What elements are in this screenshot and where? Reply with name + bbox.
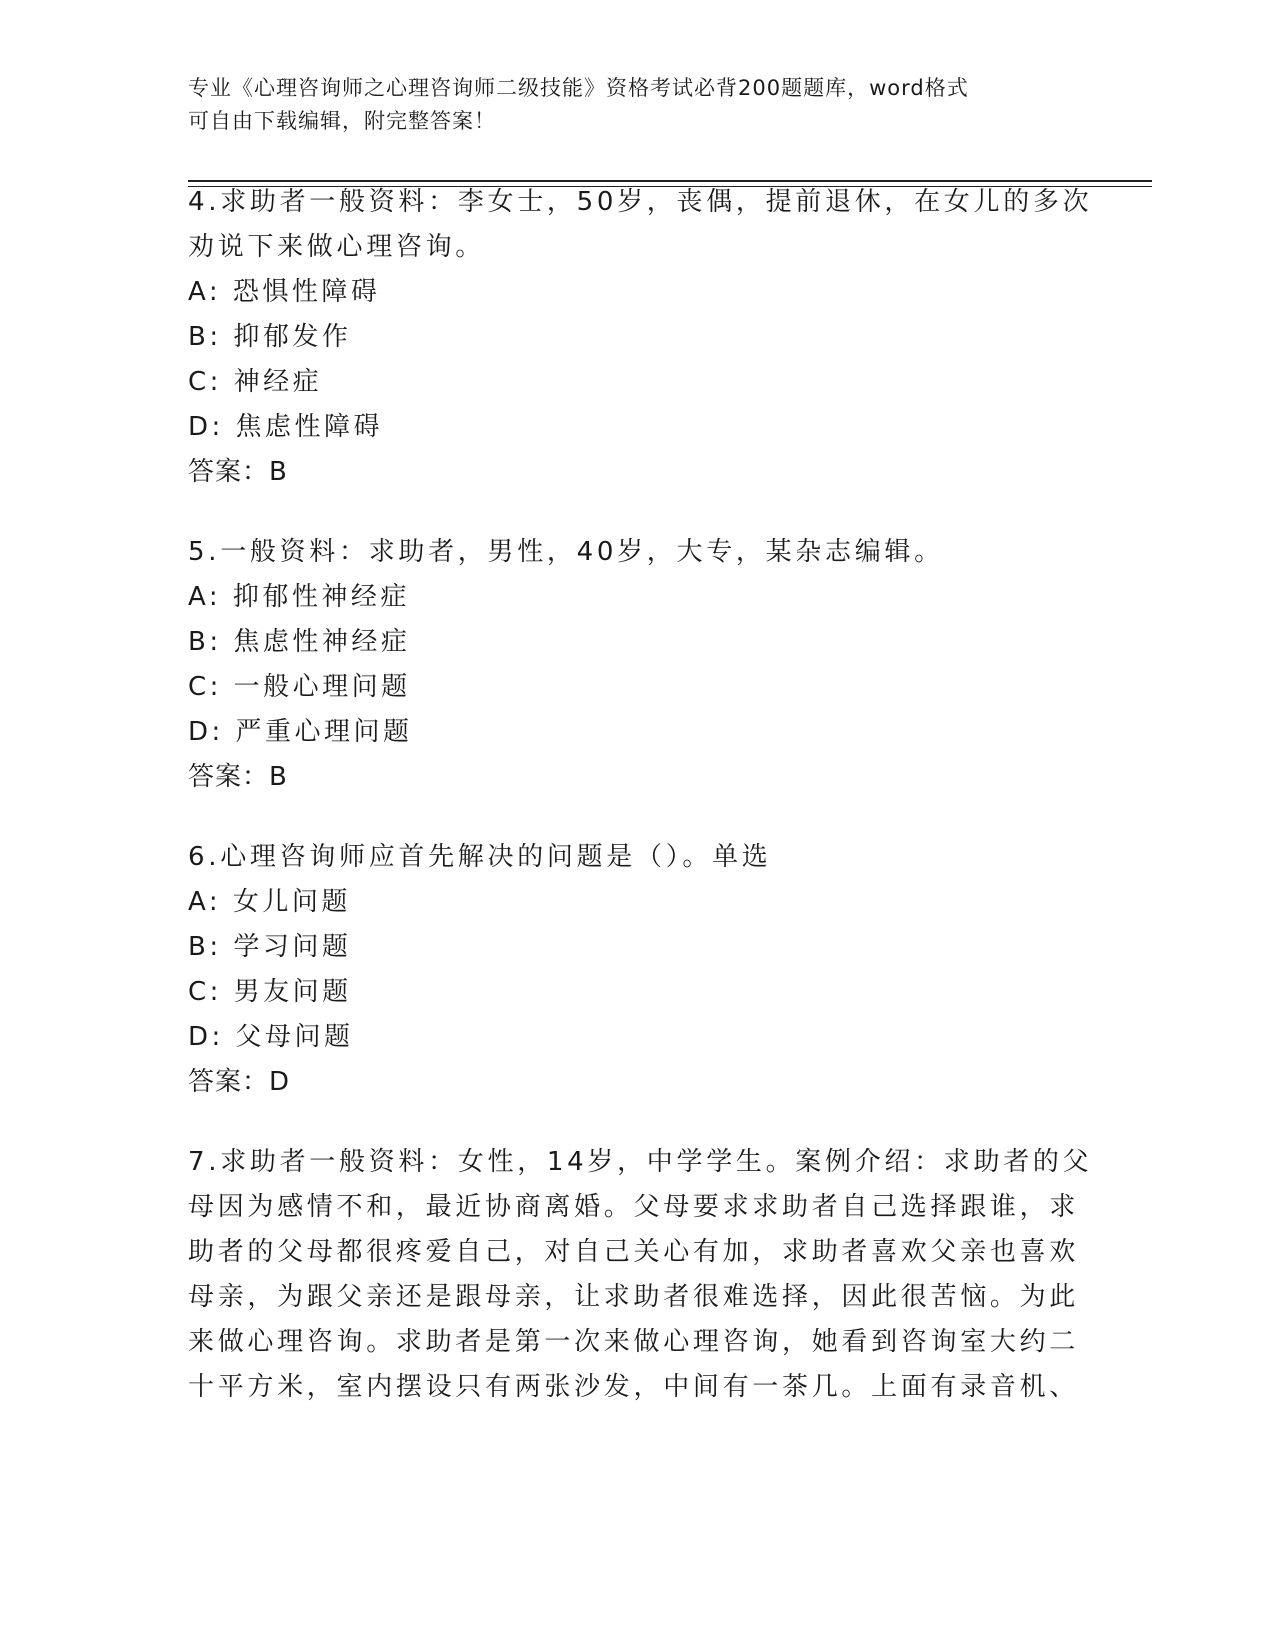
question-stem-line: 6.心理咨询师应首先解决的问题是（）。单选 <box>188 842 772 872</box>
option-c: C: 神经症 <box>188 367 323 397</box>
question-stem-line: 母因为感情不和，最近协商离婚。父母要求求助者自己选择跟谁，求 <box>188 1192 1080 1222</box>
option-c: C: 男友问题 <box>188 977 352 1007</box>
question-4 <box>188 180 1093 495</box>
option-a: A: 恐惧性障碍 <box>188 277 381 307</box>
question-stem-line: 助者的父母都很疼爱自己，对自己关心有加，求助者喜欢父亲也喜欢 <box>188 1237 1080 1267</box>
option-b: B: 抑郁发作 <box>188 322 352 352</box>
option-d: D: 父母问题 <box>188 1022 354 1052</box>
answer-label: 答案：B <box>188 762 288 792</box>
question-stem-line: 5.一般资料：求助者，男性，40岁，大专，某杂志编辑。 <box>188 537 944 567</box>
option-d: D: 严重心理问题 <box>188 717 413 747</box>
option-b: B: 焦虑性神经症 <box>188 627 411 657</box>
question-stem-line: 4.求助者一般资料：李女士，50岁，丧偶，提前退休，在女儿的多次 <box>188 187 1093 217</box>
answer-label: 答案：D <box>188 1067 291 1097</box>
answer-label: 答案：B <box>188 457 288 487</box>
option-a: A: 女儿问题 <box>188 887 351 917</box>
question-stem-line: 来做心理咨询。求助者是第一次来做心理咨询，她看到咨询室大约二 <box>188 1327 1080 1357</box>
header-line-1: 专业《心理咨询师之心理咨询师二级技能》资格考试必背200题题库，word格式 <box>188 76 969 100</box>
question-stem-line: 母亲，为跟父亲还是跟母亲，让求助者很难选择，因此很苦恼。为此 <box>188 1282 1080 1312</box>
question-stem-line: 7.求助者一般资料：女性，14岁，中学学生。案例介绍：求助者的父 <box>188 1147 1093 1177</box>
option-d: D: 焦虑性障碍 <box>188 412 384 442</box>
header-line-2: 可自由下载编辑，附完整答案！ <box>188 109 496 133</box>
option-b: B: 学习问题 <box>188 932 352 962</box>
option-a: A: 抑郁性神经症 <box>188 582 410 612</box>
question-5 <box>188 530 1068 800</box>
question-stem-line: 劝说下来做心理咨询。 <box>188 232 486 262</box>
question-7 <box>188 1140 1093 1410</box>
option-c: C: 一般心理问题 <box>188 672 411 702</box>
document-header <box>188 72 1068 138</box>
question-6 <box>188 835 1068 1105</box>
question-stem-line: 十平方米，室内摆设只有两张沙发，中间有一茶几。上面有录音机、 <box>188 1372 1080 1402</box>
